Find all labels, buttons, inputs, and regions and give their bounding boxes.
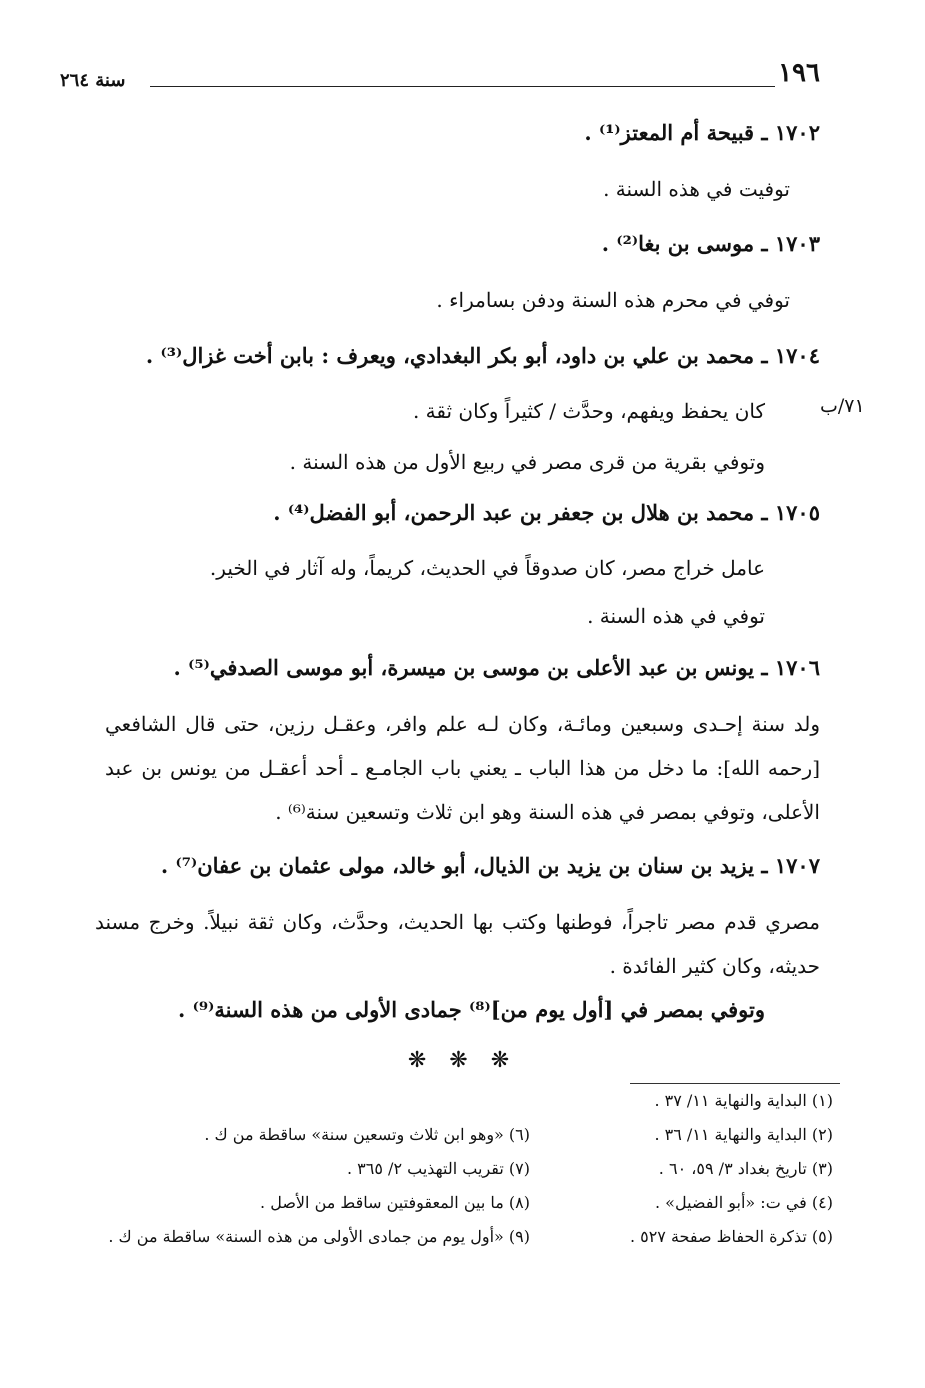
page-number: ١٩٦ (778, 58, 820, 88)
section-separator: ❋ ❋ ❋ (407, 1048, 518, 1073)
margin-folio-note: ٧١/ب (820, 395, 865, 417)
footnote-7: (٧) تقريب التهذيب ٢/ ٣٦٥ . (347, 1159, 530, 1178)
header-rule (150, 86, 775, 87)
running-title: سنة ٢٦٤ (60, 70, 126, 91)
entry-heading-1702: ١٧٠٢ ـ قبيحة أم المعتز⁽¹⁾ . (584, 120, 820, 145)
entry-text-1704-line1: كان يحفظ ويفهم، وحدَّث / كثيراً وكان ثقة . (412, 399, 765, 423)
entry-heading-1704: ١٧٠٤ ـ محمد بن علي بن داود، أبو بكر البغدادي، ويعرف : بابن أخت غزال⁽³⁾ . (145, 343, 820, 368)
entry-text-1703: توفي في محرم هذه السنة ودفن بسامراء . (436, 288, 790, 312)
footnote-5: (٥) تذكرة الحفاظ صفحة ٥٢٧ . (629, 1227, 833, 1246)
footnote-9: (٩) «أول يوم من جمادى الأولى من هذه السنة» ساقطة من ك . (108, 1227, 530, 1246)
entry-last-line-1707: وتوفي بمصر في [أول يوم من]⁽⁸⁾ جمادى الأولى من هذه السنة⁽⁹⁾ . (178, 997, 765, 1022)
footnotes-left-column (100, 1124, 530, 1248)
entry-heading-1707: ١٧٠٧ ـ يزيد بن سنان بن يزيد بن الذيال، أبو خالد، مولى عثمان بن عفان⁽⁷⁾ . (160, 853, 820, 878)
footnote-6: (٦) «وهو ابن ثلاث وتسعين سنة» ساقطة من ك . (204, 1125, 530, 1144)
entry-text-1704-line2: وتوفي بقرية من قرى مصر في ربيع الأول من هذه السنة . (289, 450, 765, 474)
footnote-1: (١) البداية والنهاية ١١/ ٣٧ . (654, 1091, 833, 1110)
footnote-4: (٤) في ت: «أبو الفضيل» . (654, 1193, 833, 1212)
entry-paragraph-1707: مصري قدم مصر تاجراً، فوطنها وكتب بها الحديث، وحدَّث، وكان ثقة نبيلاً. وخرج مسند حديثه، وكان كثير الفائدة . (95, 910, 820, 978)
entry-text-1702: توفيت في هذه السنة . (603, 177, 790, 201)
entry-heading-1705: ١٧٠٥ ـ محمد بن هلال بن جعفر بن عبد الرحمن، أبو الفضل⁽⁴⁾ . (273, 500, 820, 525)
footnote-2: (٢) البداية والنهاية ١١/ ٣٦ . (654, 1125, 833, 1144)
footnotes-right-column (573, 1090, 833, 1248)
footnote-8: (٨) ما بين المعقوفتين ساقط من الأصل . (260, 1193, 530, 1212)
entry-heading-1703: ١٧٠٣ ـ موسى بن بغا⁽²⁾ . (601, 231, 820, 256)
entry-text-1705-line2: توفي في هذه السنة . (587, 604, 765, 628)
footnote-3: (٣) تاريخ بغداد ٣/ ٥٩، ٦٠ . (658, 1159, 833, 1178)
entry-heading-1706: ١٧٠٦ ـ يونس بن عبد الأعلى بن موسى بن ميسرة، أبو موسى الصدفي⁽⁵⁾ . (173, 655, 820, 680)
entry-text-1705-line1: عامل خراج مصر، كان صدوقاً في الحديث، كريماً، وله آثار في الخير. (209, 556, 765, 580)
footnote-rule (630, 1083, 840, 1084)
entry-paragraph-1706: ولد سنة إحـدى وسبعين ومائـة، وكان لـه علم وافر، وعقـل رزين، حتى قال الشافعي [رحمه الله]: ما دخل من هذا الباب ـ يعني باب الجامـع ـ أحد أعقـل من يونس بن عبد الأعلى، وتوفي بمصر في هذه السنة وهو ابن ثلاث وتسعين سنة⁽⁶⁾ . (105, 712, 820, 824)
